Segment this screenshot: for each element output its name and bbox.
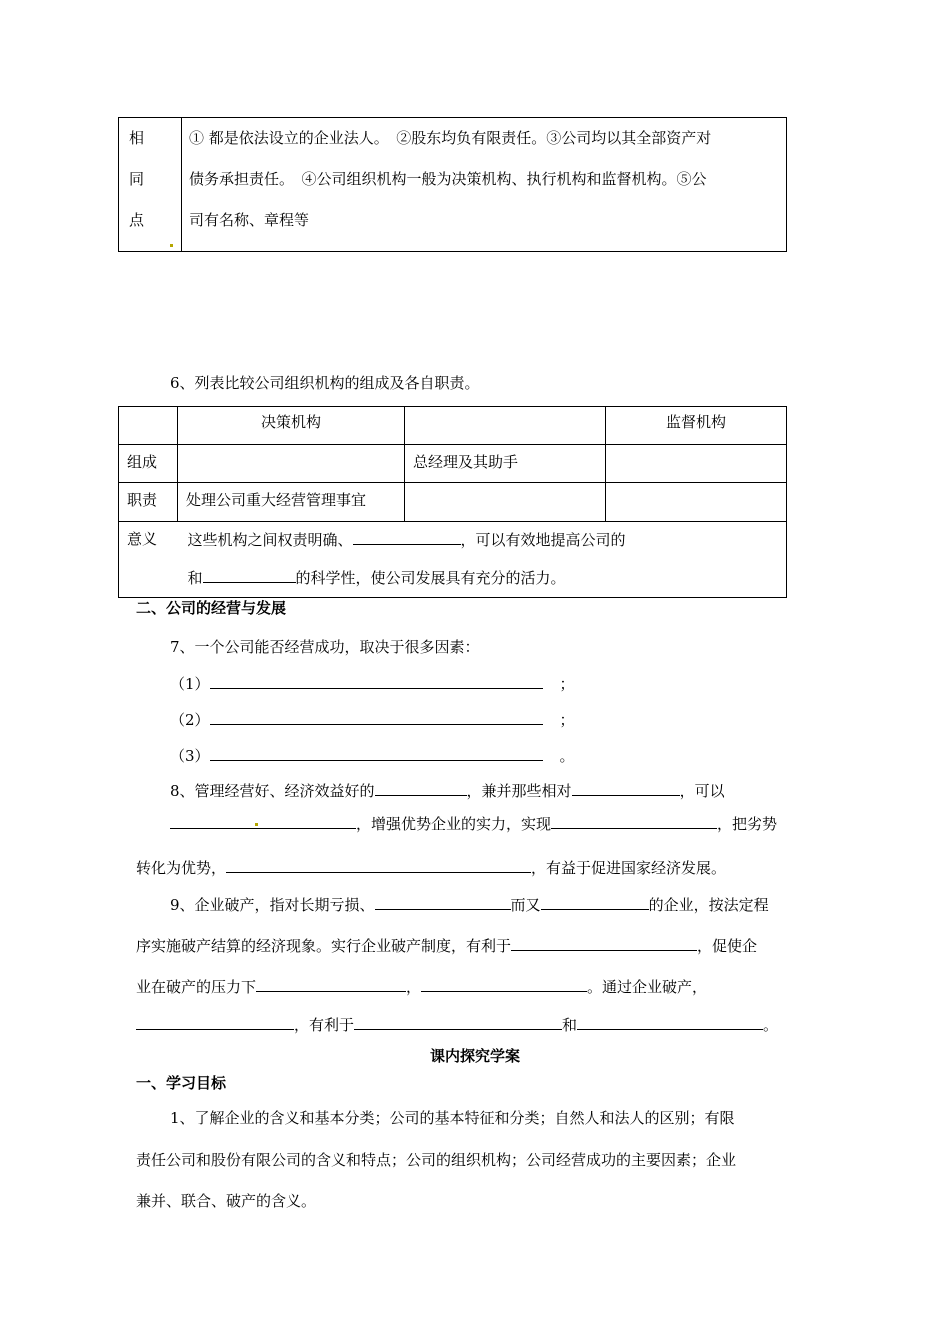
blank-line[interactable] [136, 1013, 294, 1030]
section2-heading: 二、公司的经营与发展 [136, 599, 287, 617]
label-char: 同 [129, 170, 145, 188]
blank-line[interactable] [375, 893, 511, 910]
q8-text: ，把劣势 [717, 815, 778, 833]
similarities-line: 债务承担责任。 ④公司组织机构一般为决策机构、执行机构和监督机构。⑤公 [189, 170, 707, 188]
org-row-label: 职责 [119, 483, 178, 522]
similarities-label-cell [119, 118, 182, 252]
meaning-text: 和 [187, 569, 203, 587]
org-header-blank [405, 407, 606, 445]
label-char: 点 [129, 211, 145, 229]
q9-text: 而又 [510, 896, 541, 914]
q7-item [170, 744, 575, 766]
org-cell [178, 445, 405, 483]
blank-line[interactable] [210, 744, 543, 761]
q7-text: 7、一个公司能否经营成功，取决于很多因素： [170, 638, 480, 656]
q7-item-end: 。 [559, 747, 575, 765]
q9-line [170, 893, 769, 915]
q9-text: ，促使企 [697, 937, 758, 955]
q8-text: ，可以 [679, 782, 725, 800]
similarities-line: 司有名称、章程等 [189, 211, 310, 229]
similarities-content-cell [182, 118, 787, 252]
study-line: 1、了解企业的含义和基本分类；公司的基本特征和分类；自然人和法人的区别；有限 [170, 1109, 735, 1127]
org-meaning-label: 意义 [119, 522, 178, 598]
q7-item-end: ； [559, 711, 575, 729]
q9-text: 。 [763, 1016, 779, 1034]
q6-text: 6、列表比较公司组织机构的组成及各自职责。 [170, 374, 480, 392]
q9-line [136, 1013, 778, 1035]
q9-text: 序实施破产结算的经济现象。实行企业破产制度，有利于 [136, 937, 512, 955]
q8-text: 8、管理经营好、经济效益好的 [170, 782, 375, 800]
blank-line[interactable] [226, 856, 531, 873]
org-cell [606, 445, 787, 483]
org-cell: 总经理及其助手 [405, 445, 606, 483]
q9-line [136, 934, 757, 956]
similarities-table [118, 117, 787, 252]
q7-item-label: （2） [170, 711, 210, 729]
q7-item-end: ； [559, 675, 575, 693]
q9-text: ， [406, 978, 422, 996]
similarities-line: ① 都是依法设立的企业法人。 ②股东均负有限责任。③公司均以其全部资产对 [189, 129, 712, 147]
study-line: 兼并、联合、破产的含义。 [136, 1192, 317, 1210]
meaning-text: 的科学性，使公司发展具有充分的活力。 [295, 569, 566, 587]
edit-marker [255, 823, 258, 826]
blank-line[interactable] [353, 528, 461, 545]
org-header-decision: 决策机构 [178, 407, 405, 445]
q7-item-label: （3） [170, 747, 210, 765]
org-meaning-cell [178, 522, 787, 598]
org-cell [606, 483, 787, 522]
q9-line [136, 975, 707, 997]
org-table [118, 406, 787, 598]
edit-marker [170, 244, 173, 247]
blank-line[interactable] [551, 812, 717, 829]
org-header-empty [119, 407, 178, 445]
blank-line[interactable] [210, 708, 543, 725]
org-header-supervision: 监督机构 [606, 407, 787, 445]
q9-text: 的企业，按法定程 [648, 896, 769, 914]
q7-item [170, 672, 575, 694]
q8-line [136, 856, 726, 878]
q9-text: 。通过企业破产， [587, 978, 708, 996]
q7-item [170, 708, 575, 730]
q8-line [170, 779, 725, 801]
blank-line[interactable] [577, 1013, 763, 1030]
org-row-label: 组成 [119, 445, 178, 483]
org-cell [405, 483, 606, 522]
q9-text: 9、企业破产，指对长期亏损、 [170, 896, 375, 914]
blank-line[interactable] [541, 893, 649, 910]
study-heading: 一、学习目标 [136, 1074, 227, 1092]
q9-text: 业在破产的压力下 [136, 978, 257, 996]
blank-line[interactable] [572, 779, 680, 796]
study-title: 课内探究学案 [429, 1047, 520, 1065]
q8-line [170, 812, 777, 834]
blank-line[interactable] [210, 672, 543, 689]
blank-line[interactable] [511, 934, 697, 951]
blank-line[interactable] [354, 1013, 562, 1030]
blank-line[interactable] [170, 812, 356, 829]
q8-text: ，增强优势企业的实力，实现 [356, 815, 552, 833]
meaning-text: ，可以有效地提高公司的 [460, 531, 626, 549]
q8-text: ，有益于促进国家经济发展。 [531, 859, 727, 877]
blank-line[interactable] [203, 566, 296, 583]
study-line: 责任公司和股份有限公司的含义和特点；公司的组织机构；公司经营成功的主要因素；企业 [136, 1151, 737, 1169]
blank-line[interactable] [421, 975, 587, 992]
org-cell: 处理公司重大经营管理事宜 [178, 483, 405, 522]
q7-item-label: （1） [170, 675, 210, 693]
q8-text: 转化为优势， [136, 859, 227, 877]
q8-text: ，兼并那些相对 [466, 782, 572, 800]
blank-line[interactable] [375, 779, 467, 796]
label-char: 相 [129, 129, 145, 147]
blank-line[interactable] [256, 975, 406, 992]
q9-text: ，有利于 [294, 1016, 355, 1034]
q9-text: 和 [562, 1016, 578, 1034]
meaning-text: 这些机构之间权责明确、 [187, 531, 353, 549]
